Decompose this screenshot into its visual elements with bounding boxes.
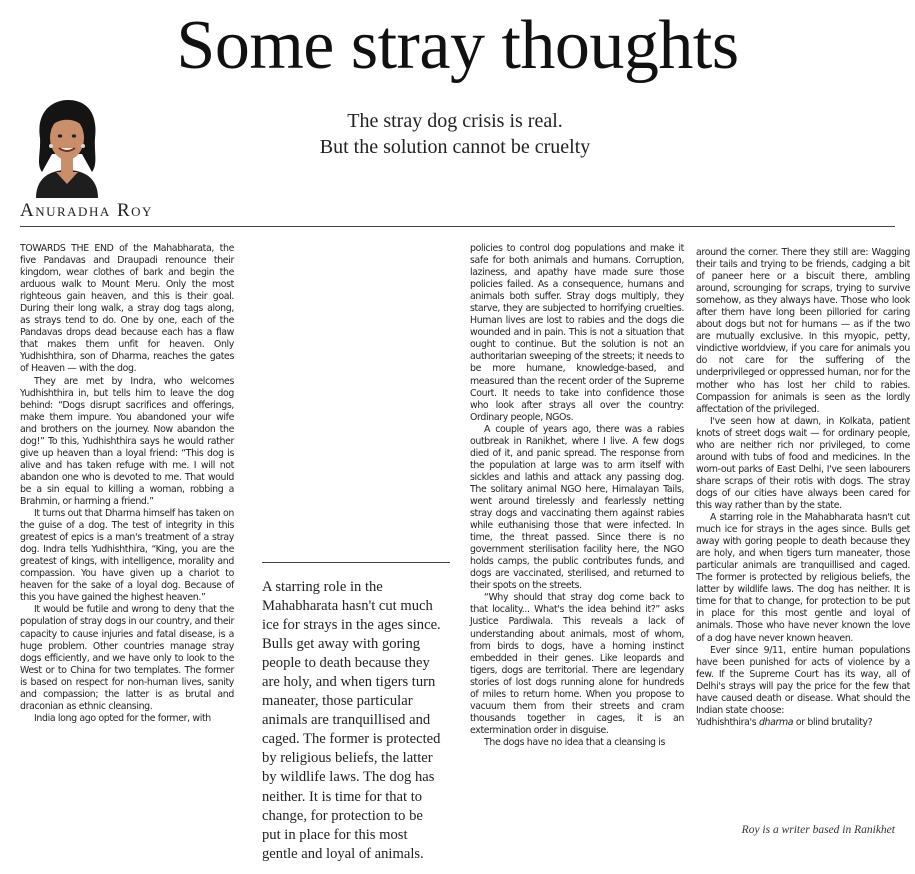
pullquote-line: Mahabharata hasn't cut much: [262, 598, 433, 615]
pullquote-line: maneater, those particular: [262, 693, 413, 710]
paragraph: around the corner. There they still are: Wagging their tails and trying to be friends, cadging a bit of paneer here or a biscuit there, ambling around, scrounging for scraps, trying to survive somehow, as they always have. Those who look after them have long been pilloried for caring about dogs but not for humans — as if the two are mutually exclusive. In this myopic, petty, vindictive worldview, if you care for animals you do not care for the suffering of the underprivileged or oppressed human, nor for the mother who has lost her child to rabies. Compassion for animals is seen as the lordly affectation of the privileged.: [696, 247, 910, 415]
author-portrait: [22, 94, 112, 198]
pullquote-line: change, for protection to be: [262, 807, 423, 824]
paragraph: India long ago opted for the former, with: [34, 712, 211, 724]
pullquote-line: people to death because they: [262, 655, 430, 672]
paragraph: A couple of years ago, there was a rabies outbreak in Ranikhet, where I live. A few dogs died of it, and panic spread. The response from the population at large was to arm itself with sickles and lathis and attack any passing dog. The solitary animal NGO here, Himalayan Tails, went around tirelessly and fearlessly netting stray dogs and vaccinating them against rabies while euthanising those that were infected. In time, the threat passed. Since there is no government sterilisation facility here, the NGO holds camps, the public contributes funds, and dogs are vaccinated, sterilised, and returned to their spots on the streets.: [470, 423, 684, 592]
column-4: [696, 247, 910, 729]
headline: Some stray thoughts: [176, 7, 739, 84]
pullquote-line: by wildlife laws. The dog has: [262, 769, 435, 786]
pullquote-line: A starring role in the: [262, 579, 383, 595]
pullquote-line: Bulls get away with goring: [262, 636, 421, 653]
standfirst: [160, 108, 750, 160]
paragraph: They are met by Indra, who welcomes Yudhishthira in, but tells him to leave the dog behind: “Dogs disrupt sacrifices and offerings, make them impure. You abandoned your wife and brothers on the journey. Now abandon the dog!” To this, Yudhishthira says he would rather give up heaven than a loyal friend: “This dog is alive and has taken refuge with me. I will not abandon one who is devoted to me. That would be a sin equal to killing a woman, robbing a Brahmin, or harming a friend.”: [20, 375, 234, 507]
paragraph: It would be futile and wrong to deny that the population of stray dogs in our country, and their capacity to cause injuries and fatal disease, is a huge problem. Other countries manage stray dogs efficiently, and we have only to look to the West or to China for two templates. The former is based on respect for non-human lives, sanity and compassion; the latter is as brutal and draconian as ethnic cleansing.: [20, 604, 234, 712]
text-run: Yudhishthira's: [696, 716, 759, 728]
paragraph: The dogs have no idea that a cleansing is: [484, 736, 666, 748]
paragraph: I've seen how at dawn, in Kolkata, patient knots of street dogs wait — for ordinary people, who are neither rich nor privileged, to come around with tubs of food and medicines. In the worn-out parks of East Delhi, I've seen labourers share scraps of their rotis with dogs. The stray dogs of our cities have always been cared for this way rather than by the state.: [696, 415, 910, 511]
author-note: Roy is a writer based in Ranikhet: [741, 824, 895, 836]
pullquote-line: are holy, and when tigers turn: [262, 674, 436, 691]
standfirst-line: But the solution cannot be cruelty: [319, 136, 591, 158]
paragraph: “Why should that stray dog come back to that locality... What's the idea behind it?” asks Justice Pardiwala. This reveals a lack of understanding about animals, most of whom, from birds to dogs, have a homing instinct embedded in their genes. Like leopards and tigers, dogs are territorial. There are legendary stories of lost dogs running alone for hundreds of miles to return home. When you propose to vacuum them from their streets and cram thousands together in cages, it is an extermination order in disguise.: [470, 592, 684, 736]
pullquote-line: put in place for this most: [262, 826, 408, 843]
paragraph: TOWARDS THE END of the Mahabharata, the five Pandavas and Draupadi renounce their kingdom, wear clothes of bark and begin the arduous walk to Mount Meru. Only the most righteous gain heaven, and this is their goal. During their long walk, a stray dog tags along, as strays tend to do. One by one, each of the Pandavas drops dead because each has a flaw that makes them unfit for heaven. Only Yudhishthira, son of Dharma, reaches the gates of Heaven — with the dog.: [20, 243, 234, 375]
paragraph: policies to control dog populations and make it safe for both animals and humans. Corruption, laziness, and apathy have made sure those policies failed. As a consequence, humans and animals both suffer. Stray dogs multiply, they starve, they are subjected to horrifying cruelties. Human lives are lost to rabies and the dogs die wounded and in pain. This is not a situation that ought to continue. But the solution is not an authoritarian sweeping of the streets; it needs to be more humane, knowledge-based, and measured than the recent order of the Supreme Court. It needs to take into confidence those who look after strays all over the country: Ordinary people, NGOs.: [470, 243, 684, 423]
text-run: or blind brutality?: [793, 716, 873, 728]
pullquote-line: caged. The former is protected: [262, 731, 441, 748]
author-byline: Anuradha Roy: [20, 200, 153, 221]
pullquote-line: gentle and loyal of animals.: [262, 845, 424, 862]
pullquote-line: animals are tranquillised and: [262, 712, 431, 729]
byline-divider: [20, 226, 895, 227]
paragraph-ending: [696, 717, 910, 729]
column-1: [20, 243, 234, 725]
pullquote-line: by religious beliefs, the latter: [262, 750, 433, 767]
paragraph: It turns out that Dharma himself has taken on the guise of a dog. The test of integrity in this greatest of epics is a man's treatment of a stray dog. Indra tells Yudhishthira, “King, you are the greatest of kings, with intelligence, morality and compassion. You have given up a chariot to heaven for the sake of a loyal dog. Because of this you have gained the highest heaven.”: [20, 508, 234, 604]
standfirst-line: The stray dog crisis is real.: [347, 110, 563, 132]
column-3: [470, 243, 684, 749]
pullquote: [262, 578, 450, 864]
pullquote-divider: [262, 562, 450, 563]
emphasis-dharma: dharma: [758, 716, 794, 728]
paragraph: Ever since 9/11, entire human populations have been punished for acts of violence by a few. If the Supreme Court has its way, all of Delhi's strays will pay the price for the few that have caused death or disease. What should the Indian state choose:: [696, 644, 910, 716]
pullquote-line: neither. It is time for that to: [262, 788, 423, 805]
pullquote-line: ice for strays in the ages since.: [262, 617, 441, 634]
paragraph: A starring role in the Mahabharata hasn't cut much ice for strays in the ages since. Bulls get away with goring people to death because they are holy, and when tigers turn maneater, those particular animals are tranquillised and caged. The former is protected by religious beliefs, the latter by wildlife laws. The dog has neither. It is time for that to change, for protection to be put in place for this most gentle and loyal of animals. Those who have never known the love of a dog have never known heaven.: [696, 512, 910, 644]
